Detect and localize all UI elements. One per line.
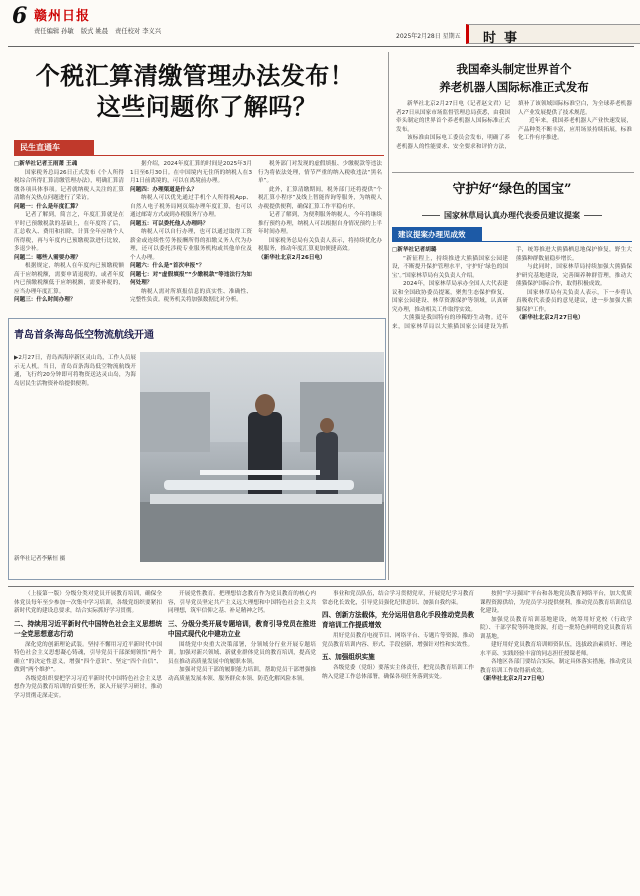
section-tag — [466, 24, 640, 44]
photo-ground — [140, 502, 384, 562]
section-heading: 二、持续用习近平新时代中国特色社会主义思想统一全党思想意志行动 — [14, 619, 162, 638]
story1-col1 — [14, 160, 124, 312]
paragraph: 税务部门对发现的虚假填报、少缴税款等违法行为将依法处理，情节严重的纳入税收违法“黑名单”。 — [258, 161, 382, 184]
story2-headline — [396, 60, 632, 96]
photo-caption: ▶2月27日，青岛西海岸新区灵山岛，工作人员展示无人机。当日，青岛首条海岛低空物流航线开通，飞行约20分钟即可将物资送达灵山岛，为海岛居民生活物资补给提供便利。 — [14, 355, 136, 387]
story3-body — [392, 246, 632, 580]
story1-col2 — [130, 160, 252, 312]
editor-credits — [34, 26, 166, 35]
paragraph: 此外，汇算清缴期间，税务部门还将提供“个税汇算小程序”及线上智能咨询等服务，为纳税人办税提供便利，确保汇算工作平稳有序。 — [258, 186, 382, 210]
paragraph: “新征程上，持续推进大熊猫国家公园建设，不断提升保护管理水平，守护好‘绿色的国宝’。”国家林草局有关负责人介绍。 — [392, 255, 508, 279]
photo-person-head — [320, 418, 334, 433]
paragraph: 国家林草局有关负责人表示，下一步将认真吸收代表委员的意见建议，进一步加强大熊猫保护工作。 — [516, 289, 632, 313]
story5-col4 — [480, 590, 632, 890]
question-heading: 问题一：什么是年度汇算？ — [14, 203, 82, 210]
column-rule — [14, 155, 384, 156]
paragraph: 纳税人需对所填报信息的真实性、准确性、完整性负责。税务机关将加强数据比对分析。 — [130, 288, 252, 303]
editor-credit: 责任编辑 孙敏 — [34, 28, 74, 35]
paragraph: 该标准由国际电工委员会发布，明确了养老机器人的性能要求、安全要求和评价方法，填补了该领域国际标准空白，为全球养老机器人产业发展提供了技术规范。 — [396, 101, 632, 150]
question-heading: 问题三：什么时间办理？ — [14, 297, 76, 303]
paragraph: 大熊猫是我国特有的珍稀野生动物。近年来，国家林草局以大熊猫国家公园建设为抓手，统筹推进大熊猫栖息地保护修复，野生大熊猫种群数量稳步增长。 — [392, 247, 632, 330]
section-heading: 三、分级分类开展专题培训，教育引导党员在推进中国式现代化中建功立业 — [168, 619, 316, 638]
photo-table — [150, 494, 382, 504]
paragraph: 据介绍，2024年度汇算的时间是2025年3月1日至6月30日。在中国境内无住所的纳税人在3月1日前离境的，可以在离境前办理。 — [130, 161, 252, 184]
paragraph: （上接第一版）分级分类对党员开展教育培训，确保全体党员每年至少参加一次集中学习培训，各级党组织要紧扣新时代党的建设总要求，结合实际抓好学习贯彻。 — [14, 591, 162, 614]
paragraph: 记者了解到，简言之，年度汇算就是在平时已预缴税款的基础上，在年度终了后，汇总收入、费用和扣除，计算全年应纳个人所得税，再与年度内已预缴税款进行比较，多退少补。 — [14, 212, 124, 252]
headline-line1: 我国牵头制定世界首个 — [456, 62, 572, 76]
header-rule — [8, 46, 634, 47]
photo-person — [316, 432, 338, 502]
headline-line2: 这些问题你了解吗？ — [96, 92, 318, 121]
story2-body — [396, 100, 632, 170]
photo-drone-body — [164, 480, 354, 490]
paragraph: 国家税务总局有关负责人表示，将持续优化办税服务，推动年度汇算更加便捷高效。 — [258, 237, 382, 252]
photo-credit: 新华社记者李紫恒 摄 — [14, 556, 66, 562]
story3-headline: 守护好“绿色的国宝” — [452, 182, 572, 197]
paragraph: 按照“学习强国”平台和各地党员教育网络平台，加大优质课程资源供给，为党员学习提供便利，推动党员教育培训信息化建设。 — [480, 591, 632, 614]
paragraph: 国家税务总局26日正式发布《个人所得税综合所得汇算清缴管理办法》，明确汇算清缴各项具体事项。记者就纳税人关注的汇算清缴有关热点问题进行了采访。 — [14, 169, 124, 201]
column-label: 民生直通车 — [14, 140, 94, 155]
photo-person-head — [255, 394, 275, 416]
section-rule — [8, 586, 634, 587]
paragraph: 纳税人可以自行办理，也可以通过取得工资薪金或连续性劳务报酬所得的扣缴义务人代为办理，还可以委托涉税专业服务机构或其他单位及个人办理。 — [130, 229, 252, 261]
column-label: 建议提案办理见成效 — [392, 227, 482, 241]
question-heading: 问题六：什么是“首次申报”？ — [130, 263, 205, 269]
story1-col3 — [258, 160, 382, 312]
editor-credit: 责任校对 李义兴 — [115, 28, 162, 35]
paragraph: 深化党的创新理论武装。坚持不懈用习近平新时代中国特色社会主义思想凝心铸魂，引导党员干部深刻领悟“两个确立”的决定性意义，增强“四个意识”、坚定“四个自信”、做到“两个维护”。 — [14, 641, 162, 673]
paragraph: 各级党委（党组）要落实主体责任，把党员教育培训工作纳入党建工作总体部署，确保各项任务落到实处。 — [322, 665, 474, 680]
editor-credit: 版式 姚晨 — [80, 28, 109, 35]
paragraph: 加强对党员干部的履职能力培训，帮助党员干部增强推动高质量发展本领、服务群众本领、防范化解风险本领。 — [168, 667, 316, 682]
story-divider — [392, 172, 634, 173]
headline-line2: 养老机器人国际标准正式发布 — [439, 80, 589, 94]
paragraph: 用好党员教育电视节目、网络平台、专题片等资源，推动党员教育培训内容、形式、手段创新，增强针对性和实效性。 — [322, 633, 474, 648]
issue-date: 2025年2月28日 星期五 — [396, 33, 461, 40]
news-photo-drone — [140, 352, 384, 562]
paragraph: 纳税人可以优先通过手机个人所得税App、自然人电子税务局网页端办理年度汇算，也可以通过邮寄方式或到办税服务厅办理。 — [130, 195, 252, 218]
paragraph: 事业和党员队伍，结合学习贯彻党章，开展党纪学习教育常态化长效化，引导党员强化纪律意识、加强自我约束。 — [322, 591, 474, 606]
question-heading: 问题二：哪些人需要办理？ — [14, 254, 82, 261]
paragraph: 各地区各部门要结合实际，制定具体落实措施，推动党员教育培训工作取得新成效。 — [480, 659, 632, 674]
paragraph: 围绕党中央重大决策部署，分领域分行业开展专题培训。加强对新兴领域、新就业群体党员的教育培训，提高党员在推动高质量发展中的履职本领。 — [168, 641, 316, 665]
paragraph: 记者了解到，为便利服务纳税人，今年将继续推行预约办理，纳税人可以根据自身情况预约上半年时间办理。 — [258, 212, 382, 235]
section-heading: 四、创新方法载体，充分运用信息化手段推动党员教育培训工作提质增效 — [322, 611, 474, 629]
story5-col2 — [168, 590, 316, 890]
photo-building — [140, 392, 210, 452]
dateline: （新华社北京2月26日电） — [258, 254, 326, 261]
photo-story-title: 青岛首条海岛低空物流航线开通 — [14, 330, 154, 341]
story1-headline — [20, 60, 370, 122]
story5-col1 — [14, 590, 162, 890]
question-heading: 问题五：可以委托他人办理吗？ — [130, 220, 209, 227]
paragraph: 建好用好党员教育培训师资队伍，选拔政治素质好、理论水平高、实践经验丰富的同志担任授课老师。 — [480, 642, 632, 657]
paragraph: 各级党组织要把学习习近平新时代中国特色社会主义思想作为党员教育培训的首要任务，深入开展学习研讨，推动学习贯彻走深走实。 — [14, 675, 162, 699]
paragraph: 根据规定，纳税人在年度内已预缴税额高于应纳税额，需要申请退税的，或者年度内已预缴税额低于应纳税额，需要补税的，应当办理年度汇算。 — [14, 263, 124, 295]
byline: □新华社记者王雨萧 王魂 — [14, 161, 78, 167]
photo-building — [300, 382, 384, 452]
question-heading: 问题七：对“虚假填报”“少缴税款”等违法行为如何处理？ — [130, 271, 252, 286]
column-rule — [392, 241, 632, 242]
section-label: 时事 — [483, 31, 526, 46]
section-heading: 五、加强组织实施 — [322, 653, 375, 661]
newspaper-logo: 赣州日报 — [34, 9, 91, 24]
story5-col3 — [322, 590, 474, 890]
question-heading: 问题四：办理渠道是什么？ — [130, 186, 198, 193]
paragraph: 近年来，我国养老机器人产业快速发展，产品种类不断丰富，应用场景持续拓展，标准化工作有序推进。 — [518, 118, 632, 141]
byline: □新华社记者胡璐 — [392, 247, 437, 253]
dateline: （新华社北京2月27日电） — [516, 315, 584, 321]
paragraph: 与此同时，国家林草局持续加强大熊猫保护研究基地建设，完善圈养种群管理，推动大熊猫保护国际合作，取得积极成效。 — [516, 264, 632, 287]
photo-drone-wing — [200, 470, 320, 475]
masthead — [0, 0, 640, 48]
story3-subhead: 国家林草局认真办理代表委员建议提案 — [392, 210, 632, 221]
headline-line1: 个税汇算清缴管理办法发布！ — [35, 61, 355, 90]
paragraph: 新华社北京2月27日电（记者赵文君）记者27日从国家市场监督管理总局获悉，由我国牵头制定的世界首个养老机器人国际标准正式发布。 — [396, 101, 510, 133]
dateline: （新华社北京2月27日电） — [480, 676, 548, 682]
paragraph: 2024年，国家林草局承办全国人大代表建议和全国政协委员提案，聚焦生态保护修复、国家公园建设、林草资源保护等领域，认真研究办理，推动相关工作取得实效。 — [392, 281, 508, 313]
paragraph: 开展党性教育。把理想信念教育作为党员教育的核心内容，引导党员坚定共产主义远大理想和中国特色社会主义共同理想，筑牢信仰之基、补足精神之钙。 — [168, 591, 316, 614]
column-divider — [388, 52, 389, 580]
page-number: 6 — [12, 3, 28, 29]
paragraph: 加强党员教育培训基地建设，统筹用好党校（行政学院）、干部学院等阵地资源，打造一批特色鲜明的党员教育培训基地。 — [480, 616, 632, 640]
